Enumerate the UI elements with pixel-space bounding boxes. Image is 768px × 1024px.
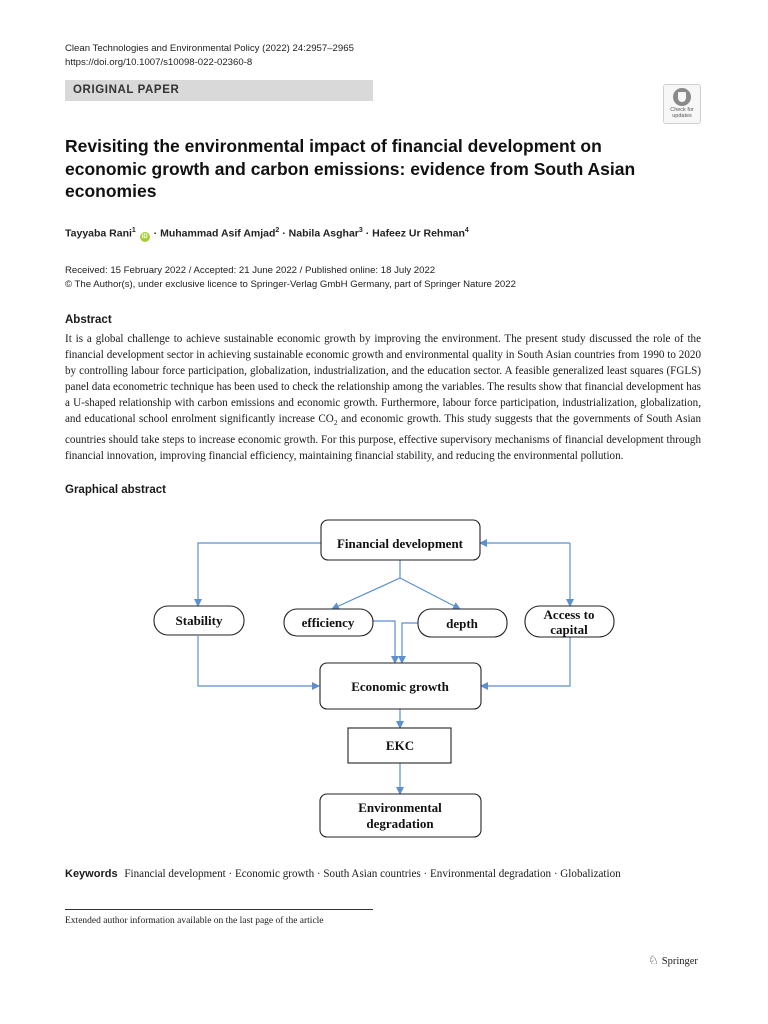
keywords-label: Keywords xyxy=(65,868,118,880)
author-info-footnote: Extended author information available on the last page of the article xyxy=(65,916,324,926)
graphical-abstract-heading: Graphical abstract xyxy=(65,484,166,496)
author-separator: · xyxy=(362,227,373,240)
keywords-list: Financial development · Economic growth · South Asian countries · Environmental degradation · Globalization xyxy=(124,868,621,880)
label-environmental-line-1: Environmental xyxy=(358,800,442,815)
arrow-fd-to-depth xyxy=(400,578,460,609)
label-efficiency: efficiency xyxy=(301,615,355,630)
label-environmental-line-2: degradation xyxy=(366,816,434,831)
arrow-stability-to-growth xyxy=(198,636,319,686)
publication-history xyxy=(65,264,516,292)
doi-link[interactable]: https://doi.org/10.1007/s10098-022-02360-8 xyxy=(65,57,253,68)
author-name[interactable]: Hafeez Ur Rehman xyxy=(372,227,465,240)
abstract-heading: Abstract xyxy=(65,314,112,326)
crossmark-label-2: updates xyxy=(672,113,692,119)
keywords-section xyxy=(65,868,621,880)
crossmark-label-1: Check for xyxy=(670,107,694,113)
label-economic-growth: Economic growth xyxy=(351,679,449,694)
author-name[interactable]: Muhammad Asif Amjad xyxy=(160,227,276,240)
arrow-fd-to-stability xyxy=(198,543,321,606)
author-separator: · xyxy=(279,227,289,240)
arrow-depth-to-growth xyxy=(402,623,418,663)
paper-title: Revisiting the environmental impact of financial development on economic growth and carbon emissions: evidence from South Asian economies xyxy=(65,136,636,201)
arrow-efficiency-to-growth xyxy=(372,621,395,663)
copyright-line: © The Author(s), under exclusive licence to Springer-Verlag GmbH Germany, part of Springer Nature 2022 xyxy=(65,279,516,290)
publisher-name: Springer xyxy=(661,956,698,967)
label-depth: depth xyxy=(446,616,478,631)
label-access-line-2: capital xyxy=(550,622,588,637)
author-affiliation: 2 xyxy=(275,227,280,234)
label-financial-development: Financial development xyxy=(336,536,464,551)
article-type-badge: ORIGINAL PAPER xyxy=(65,80,373,101)
author-affiliation: 1 xyxy=(131,227,136,234)
publisher-logo xyxy=(648,953,698,968)
dates-line: Received: 15 February 2022 / Accepted: 21 June 2022 / Published online: 18 July 2022 xyxy=(65,265,436,276)
check-for-updates-button[interactable] xyxy=(663,84,701,124)
crossmark-icon xyxy=(673,88,691,106)
abstract-text-part-2: and economic growth. This study suggests that the governments of South Asian countries should take steps to increase economic growth. For this purpose, effective supervisory mechanisms of financial development through financial innovation, improving financial efficiency, maintaining financial stability, and reducing the environmental pollution. xyxy=(65,413,701,462)
author-separator: · xyxy=(150,227,161,240)
abstract-text-part-1: It is a global challenge to achieve sustainable economic growth by improving the environment. The present study discussed the role of the financial development sector in achieving sustainable economic growth and environmental quality in South Asian countries from 1990 to 2020 by controlling labour force participation, globalization, industrialization, and the education sector. A feasible generalized least squares (FGLS) panel data econometric technique has been used to check the relationship among the variables. The results show that financial development has a U-shaped relationship with carbon emissions and economic growth. Furthermore, labour force participation, industrialization, globalization, and educational school enrolment significantly increase CO xyxy=(65,333,701,426)
orcid-icon[interactable]: iD xyxy=(141,233,148,240)
label-access-line-1: Access to xyxy=(543,607,595,622)
author-name[interactable]: Nabila Asghar xyxy=(288,227,359,240)
arrow-fd-to-efficiency xyxy=(332,559,400,609)
label-stability: Stability xyxy=(175,613,223,628)
abstract-body xyxy=(65,331,701,464)
co2-subscript: 2 xyxy=(333,418,338,428)
author-affiliation: 3 xyxy=(358,227,363,234)
arrow-access-to-growth xyxy=(481,636,570,686)
springer-horse-icon: ♘ xyxy=(648,953,659,967)
journal-citation: Clean Technologies and Environmental Policy (2022) 24:2957–2965 xyxy=(65,43,354,54)
author-list xyxy=(65,227,469,242)
label-ekc: EKC xyxy=(385,738,415,753)
graphical-abstract-diagram xyxy=(150,513,620,843)
footnote-divider xyxy=(65,909,373,910)
author-name[interactable]: Tayyaba Rani xyxy=(65,227,132,240)
author-affiliation: 4 xyxy=(464,227,469,234)
